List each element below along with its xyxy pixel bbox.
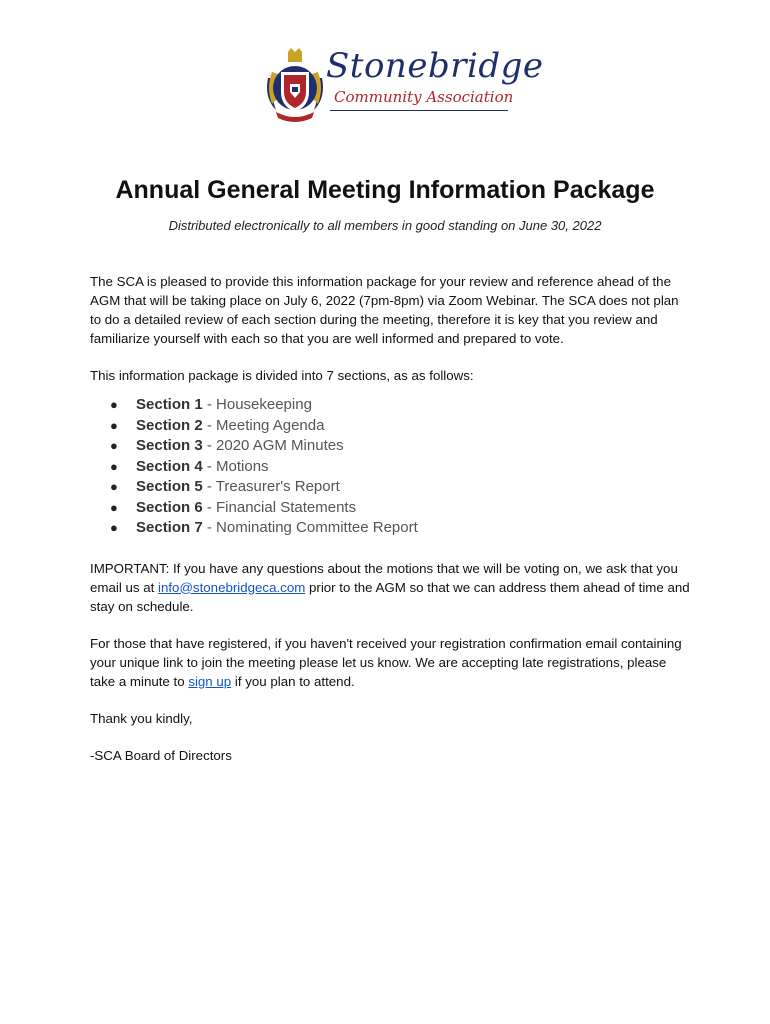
list-item (110, 498, 690, 519)
bullet-icon: ● (110, 499, 118, 515)
important-text-before: IMPORTANT: If you have any questions about the motions that we will be voting on, we ask that you email us at (90, 560, 678, 595)
crest-icon (262, 48, 328, 124)
section-label: Section 1 (136, 396, 203, 413)
signature-text: -SCA Board of Directors (90, 747, 232, 763)
section-desc: - Nominating Committee Report (202, 519, 418, 536)
bullet-icon: ● (110, 438, 118, 453)
registration-paragraph (90, 634, 690, 691)
logo-underline (330, 110, 508, 111)
section-desc: - Treasurer's Report (202, 478, 340, 495)
registration-text-before: For those that have registered, if you haven't received your registration confirmation email containing your unique link to join the meeting please let us know. We are accepting late registrations, please take a minute to (90, 635, 682, 689)
list-item (110, 395, 690, 416)
important-paragraph (90, 559, 690, 616)
section-desc: - Financial Statements (202, 498, 357, 516)
list-item (110, 477, 690, 498)
section-label: Section 5 (136, 478, 203, 495)
bullet-icon: ● (110, 458, 118, 474)
list-item (110, 457, 690, 478)
bullet-icon: ● (110, 520, 118, 535)
section-desc: - 2020 AGM Minutes (202, 437, 344, 454)
section-desc: - Motions (202, 457, 269, 475)
logo-wordmark: Stonebridge (326, 46, 544, 86)
list-item (110, 436, 690, 457)
section-label: Section 3 (136, 437, 203, 454)
sign-up-link[interactable]: sign up (188, 673, 232, 689)
section-desc: - Meeting Agenda (202, 416, 325, 434)
section-label: Section 6 (136, 498, 203, 516)
bullet-icon: ● (110, 417, 118, 433)
section-label: Section 4 (136, 457, 203, 475)
intro-paragraph: The SCA is pleased to provide this information package for your review and reference ahead of the AGM that will be taking place on July 6, 2022 (7pm-8pm) via Zoom Webinar. The SCA does not plan to do a detailed review of each section during the meeting, therefore it is key that you review and familiarize yourself with each so that you are well informed and prepared to vote. (90, 274, 679, 346)
logo-subtitle: Community Association (334, 88, 514, 106)
important-text-after: prior to the AGM so that we can address them ahead of time and stay on schedule. (90, 579, 690, 614)
page-subtitle: Distributed electronically to all members in good standing on June 30, 2022 (168, 218, 602, 233)
thanks-text: Thank you kindly, (90, 710, 193, 726)
section-desc: - Housekeeping (202, 396, 312, 413)
section-label: Section 2 (136, 416, 203, 434)
document-body (90, 272, 690, 783)
page-title: Annual General Meeting Information Package (115, 176, 655, 204)
section-label: Section 7 (136, 519, 203, 536)
sections-list (90, 395, 690, 539)
bullet-icon: ● (110, 479, 118, 494)
list-item (110, 416, 690, 437)
registration-text-after: if you plan to attend. (231, 673, 355, 689)
logo (262, 46, 544, 124)
sections-intro: This information package is divided into 7 sections, as as follows: (90, 368, 474, 383)
list-item (110, 518, 690, 539)
bullet-icon: ● (110, 397, 118, 412)
email-link[interactable]: info@stonebridgeca.com (158, 579, 306, 595)
